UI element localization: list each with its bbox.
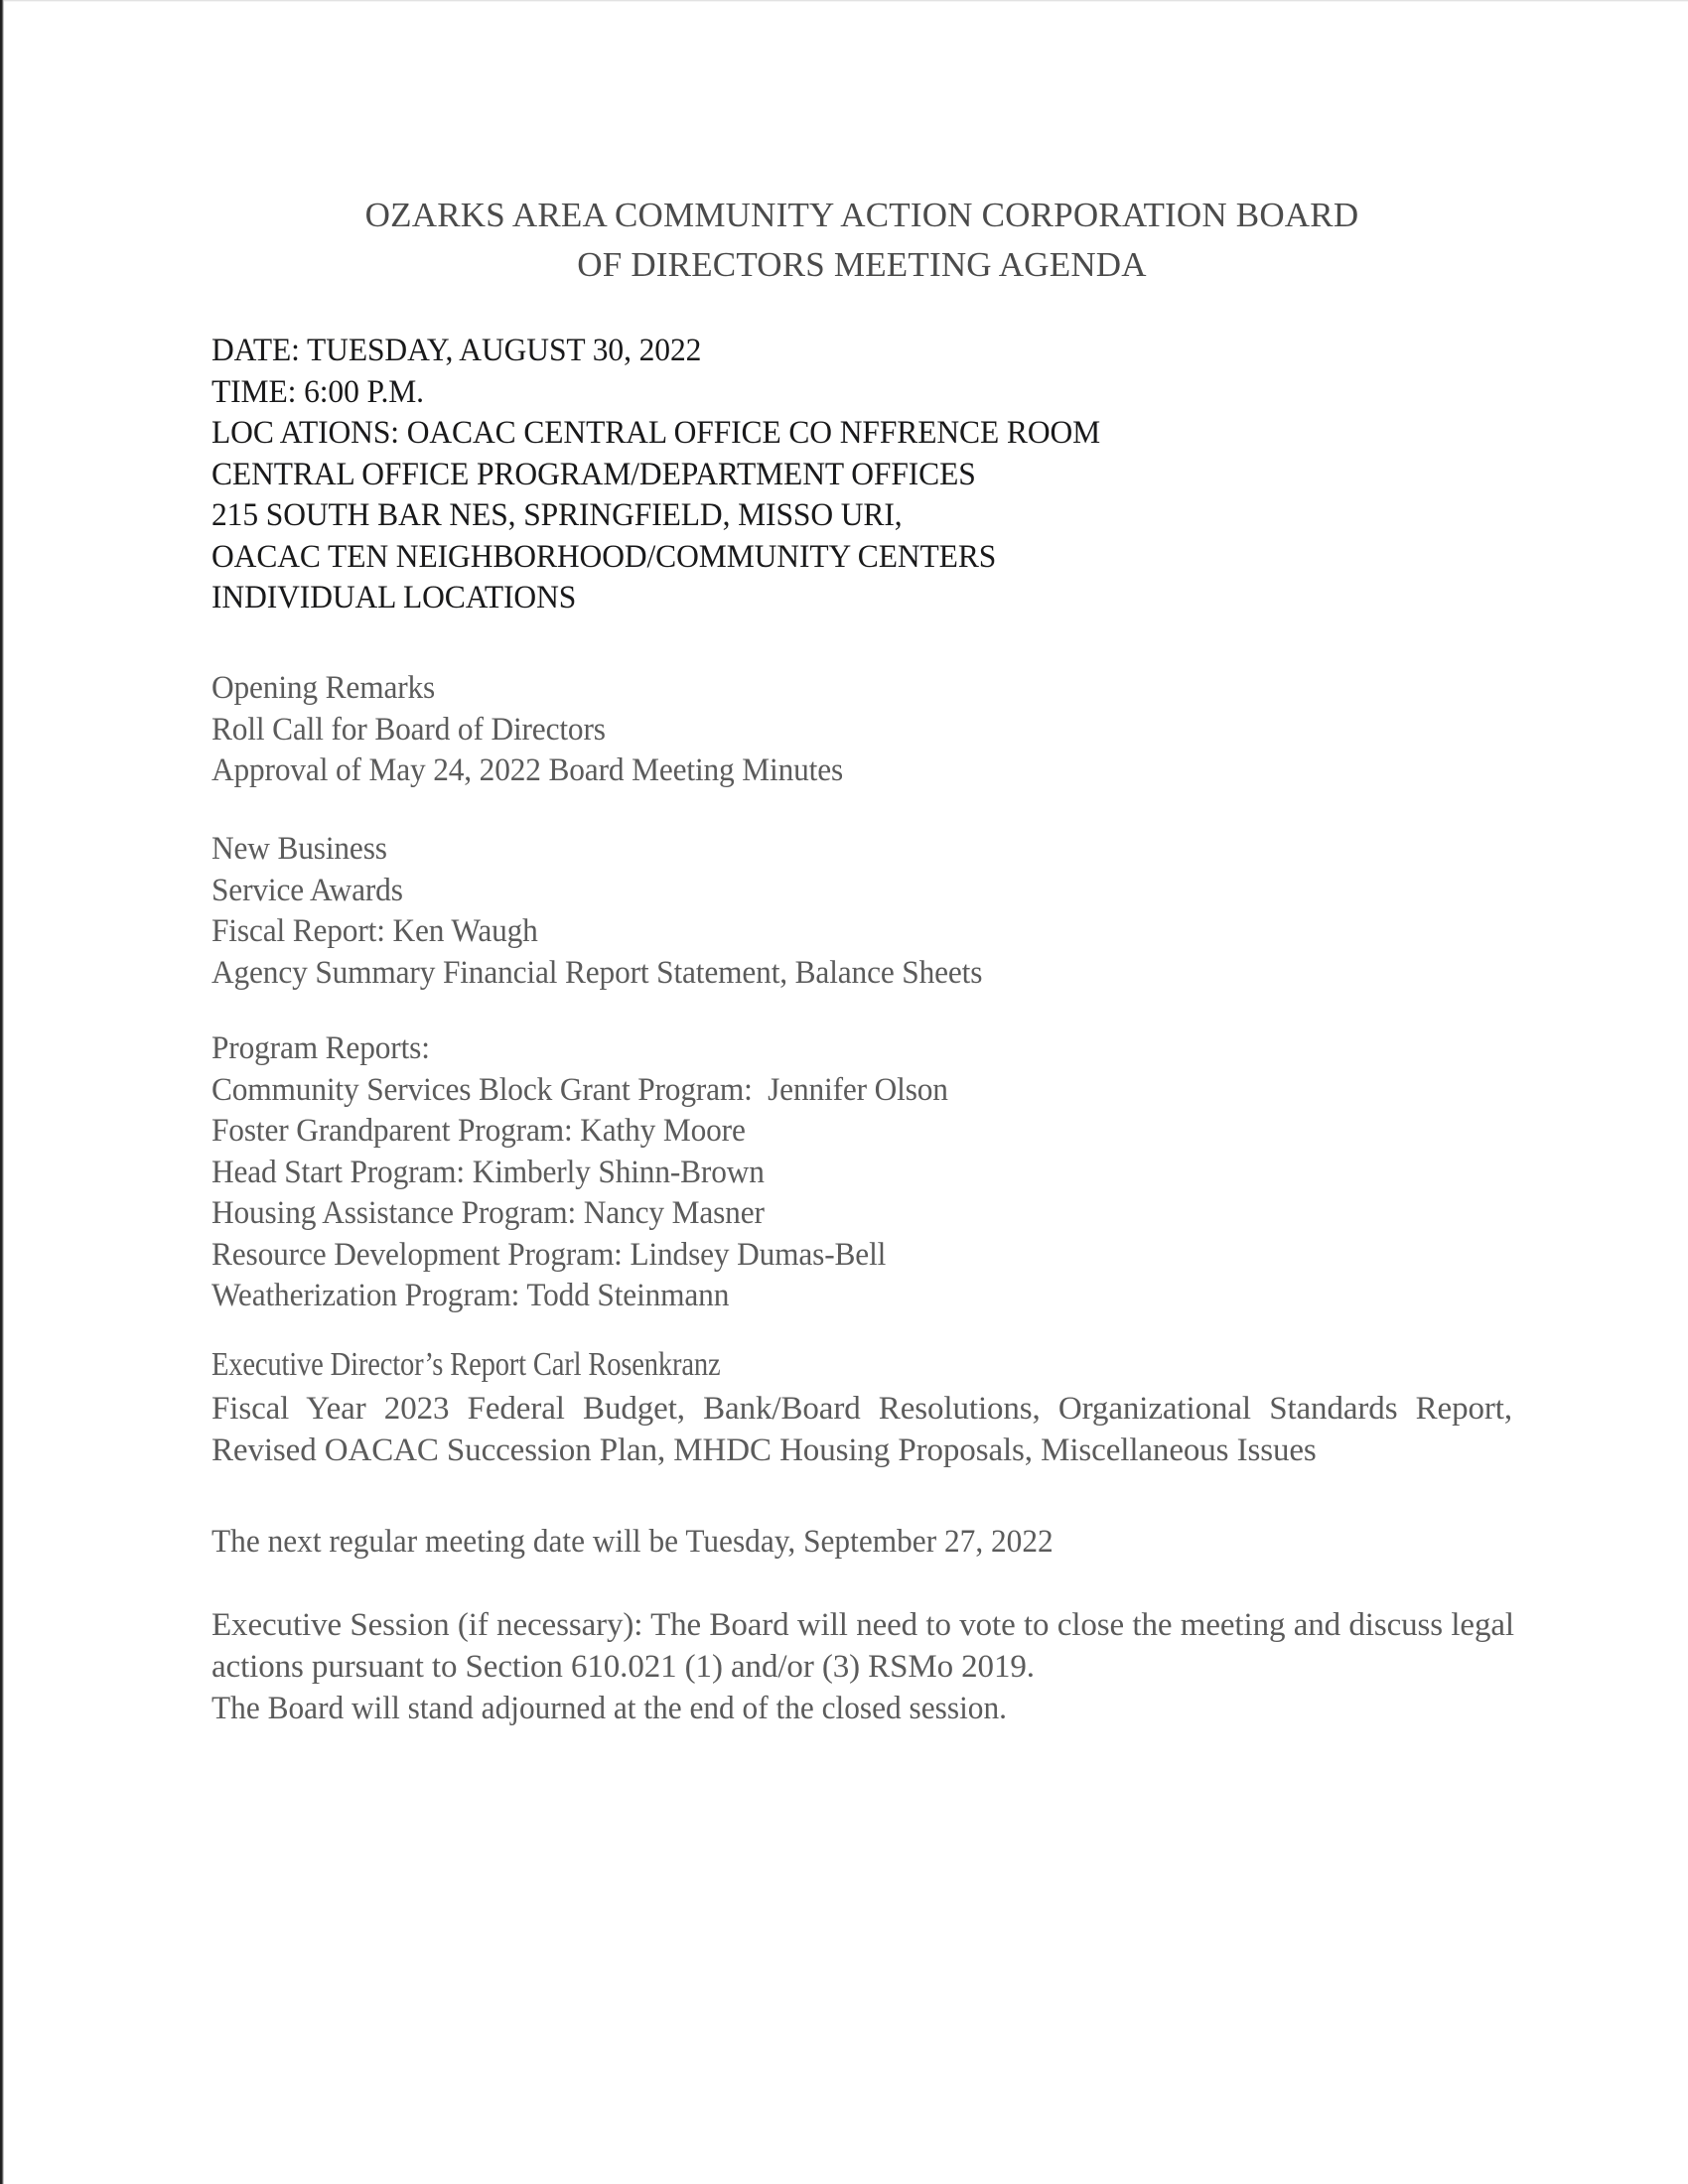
meeting-location-1: LOC ATIONS: OACAC CENTRAL OFFICE CO NFFRENCE ROOM xyxy=(211,415,1101,451)
meeting-location-4: INDIVIDUAL LOCATIONS xyxy=(211,580,577,615)
agenda-item-opening-remarks: Opening Remarks xyxy=(211,670,436,706)
agenda-item-fiscal-report: Fiscal Report: Ken Waugh xyxy=(211,913,538,949)
executive-session-paragraph: Executive Session (if necessary): The Board will need to vote to close the meeting and discuss legal actions pursuant to Section 610.021 (1) and/or (3) RSMo 2019. xyxy=(211,1607,1514,1685)
page-title-line-2: OF DIRECTORS MEETING AGENDA xyxy=(577,245,1147,284)
scan-edge-left xyxy=(0,0,4,2184)
program-report-resource-development: Resource Development Program: Lindsey Dumas-Bell xyxy=(211,1236,887,1273)
program-report-housing-assistance: Housing Assistance Program: Nancy Masner xyxy=(211,1195,765,1231)
program-report-csbg: Community Services Block Grant Program: Jennifer Olson xyxy=(211,1071,948,1108)
meeting-location-3: OACAC TEN NEIGHBORHOOD/COMMUNITY CENTERS xyxy=(211,538,997,575)
agenda-item-service-awards: Service Awards xyxy=(211,872,403,908)
agenda-item-roll-call: Roll Call for Board of Directors xyxy=(211,711,606,748)
new-business-block xyxy=(211,829,1514,994)
agenda-heading-program-reports: Program Reports: xyxy=(211,1030,430,1066)
program-reports-block xyxy=(211,1028,1514,1317)
program-report-foster-grandparent: Foster Grandparent Program: Kathy Moore xyxy=(211,1113,746,1149)
next-meeting-date: The next regular meeting date will be Tuesday, September 27, 2022 xyxy=(211,1524,1054,1560)
executive-director-report-heading: Executive Director’s Report Carl Rosenkranz xyxy=(211,1346,721,1383)
opening-items-block xyxy=(211,668,1514,792)
meeting-address: 215 SOUTH BAR NES, SPRINGFIELD, MISSO URI, xyxy=(211,497,903,533)
executive-director-report-paragraph: Fiscal Year 2023 Federal Budget, Bank/Board Resolutions, Organizational Standards Report, Revised OACAC Succession Plan, MHDC Housing Proposals, Miscellaneous Issues xyxy=(211,1391,1512,1468)
agenda-item-minutes-approval: Approval of May 24, 2022 Board Meeting Minutes xyxy=(211,752,844,788)
meeting-location-2: CENTRAL OFFICE PROGRAM/DEPARTMENT OFFICES xyxy=(211,456,976,492)
meeting-logistics-block xyxy=(211,331,1514,619)
executive-session-closing-line: The Board will stand adjourned at the end of the closed session. xyxy=(211,1691,1007,1726)
page-title-line-1: OZARKS AREA COMMUNITY ACTION CORPORATION BOARD xyxy=(364,196,1359,234)
scan-edge-top xyxy=(0,0,1688,2)
program-report-weatherization: Weatherization Program: Todd Steinmann xyxy=(211,1278,730,1313)
next-meeting-block xyxy=(211,1521,1514,1563)
meeting-time: TIME: 6:00 P.M. xyxy=(211,373,424,410)
agenda-heading-new-business: New Business xyxy=(211,831,387,867)
program-report-head-start: Head Start Program: Kimberly Shinn-Brown xyxy=(211,1154,765,1190)
agenda-item-agency-summary: Agency Summary Financial Report Statement, Balance Sheets xyxy=(211,954,983,991)
page-title xyxy=(211,191,1512,290)
meeting-date: DATE: TUESDAY, AUGUST 30, 2022 xyxy=(211,333,702,368)
